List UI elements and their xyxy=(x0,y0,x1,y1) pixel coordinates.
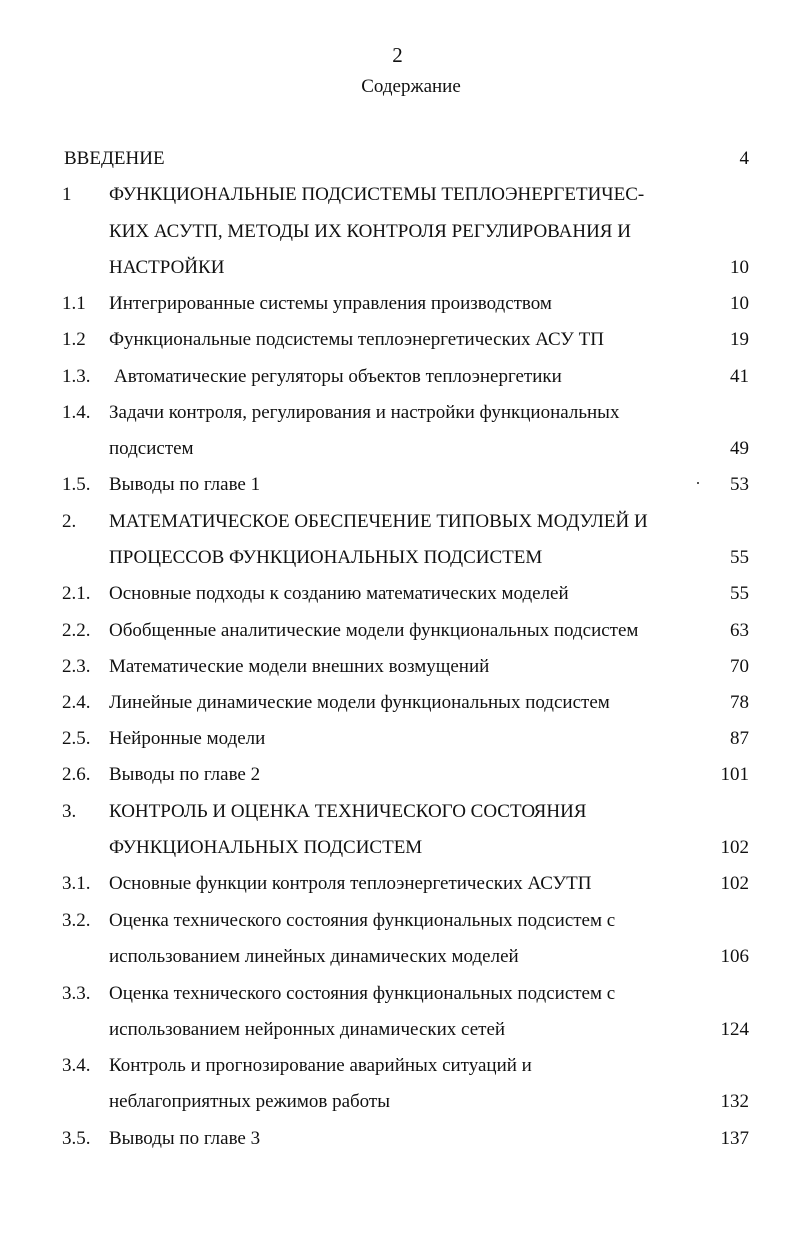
toc-entry-text: КОНТРОЛЬ И ОЦЕНКА ТЕХНИЧЕСКОГО СОСТОЯНИЯ xyxy=(109,801,587,822)
toc-entry-page: 137 xyxy=(720,1128,749,1149)
toc-line xyxy=(0,906,795,936)
toc-entry-number: 3.4. xyxy=(62,1055,91,1076)
toc-entry-text: Нейронные модели xyxy=(109,728,266,749)
toc-line xyxy=(0,797,795,827)
toc-line xyxy=(0,1051,795,1081)
toc-entry-page: 41 xyxy=(730,366,749,387)
toc-entry-number: 1.4. xyxy=(62,402,91,423)
toc-entry-page: 53 xyxy=(730,474,749,495)
toc-line xyxy=(0,470,795,500)
toc-entry-number: 2.1. xyxy=(62,583,91,604)
toc-entry-number: 2.4. xyxy=(62,692,91,713)
toc-entry-text: использованием нейронных динамических сетей xyxy=(109,1019,506,1040)
toc-entry-text: Линейные динамические модели функциональных подсистем xyxy=(109,692,610,713)
toc-line xyxy=(0,398,795,428)
toc-entry-number: 1 xyxy=(62,184,72,205)
toc-entry-page: 102 xyxy=(720,873,749,894)
toc-entry-number: 1.1 xyxy=(62,293,86,314)
toc-entry-number: 2.3. xyxy=(62,656,91,677)
toc-entry-page: 63 xyxy=(730,620,749,641)
toc-entry-text: ФУНКЦИОНАЛЬНЫХ ПОДСИСТЕМ xyxy=(109,837,423,858)
toc-entry-page: 19 xyxy=(730,329,749,350)
toc-entry-text: Обобщенные аналитические модели функциональных подсистем xyxy=(109,620,639,641)
toc-entry-page: 10 xyxy=(730,257,749,278)
toc-entry-text: использованием линейных динамических моделей xyxy=(109,946,519,967)
toc-entry-text: Основные подходы к созданию математических моделей xyxy=(109,583,569,604)
toc-line xyxy=(0,979,795,1009)
toc-entry-number: 1.2 xyxy=(62,329,86,350)
toc-entry-text: Оценка технического состояния функциональных подсистем с xyxy=(109,910,616,931)
toc-entry-page: 55 xyxy=(730,583,749,604)
toc-line xyxy=(0,616,795,646)
toc-line xyxy=(0,724,795,754)
toc-entry-page: 87 xyxy=(730,728,749,749)
toc-entry-text: Контроль и прогнозирование аварийных ситуаций и xyxy=(109,1055,532,1076)
toc-entry-page: 101 xyxy=(720,764,749,785)
toc-line xyxy=(0,434,795,464)
toc-line xyxy=(0,1087,795,1117)
toc-entry-text: Оценка технического состояния функциональных подсистем с xyxy=(109,983,616,1004)
toc-line xyxy=(0,760,795,790)
toc-entry-number: 3.1. xyxy=(62,873,91,894)
toc-line xyxy=(0,579,795,609)
scan-speck xyxy=(697,482,699,484)
toc-line xyxy=(0,543,795,573)
toc-entry-text: КИХ АСУТП, МЕТОДЫ ИХ КОНТРОЛЯ РЕГУЛИРОВАНИЯ И xyxy=(109,221,631,242)
toc-line xyxy=(0,362,795,392)
toc-entry-page: 78 xyxy=(730,692,749,713)
toc-entry-text: ФУНКЦИОНАЛЬНЫЕ ПОДСИСТЕМЫ ТЕПЛОЭНЕРГЕТИЧЕС- xyxy=(109,184,645,205)
toc-entry-page: 106 xyxy=(720,946,749,967)
toc-entry-number: 3.5. xyxy=(62,1128,91,1149)
toc-line xyxy=(0,217,795,247)
toc-entry-page: 55 xyxy=(730,547,749,568)
toc-line xyxy=(0,253,795,283)
toc-line xyxy=(0,688,795,718)
toc-entry-text: НАСТРОЙКИ xyxy=(109,257,225,278)
toc-entry-text: ПРОЦЕССОВ ФУНКЦИОНАЛЬНЫХ ПОДСИСТЕМ xyxy=(109,547,543,568)
toc-entry-text: Математические модели внешних возмущений xyxy=(109,656,490,677)
toc-entry-number: 2.6. xyxy=(62,764,91,785)
toc-entry-text: Автоматические регуляторы объектов теплоэнергетики xyxy=(114,366,562,387)
toc-line xyxy=(0,1015,795,1045)
toc-entry-text: Выводы по главе 2 xyxy=(109,764,261,785)
toc-entry-text: Задачи контроля, регулирования и настройки функциональных xyxy=(109,402,620,423)
toc-entry-page: 49 xyxy=(730,438,749,459)
toc-line xyxy=(0,942,795,972)
toc-line xyxy=(0,833,795,863)
toc-line xyxy=(0,507,795,537)
toc-entry-number: 3.2. xyxy=(62,910,91,931)
toc-line xyxy=(0,144,795,174)
toc-entry-page: 4 xyxy=(739,148,749,169)
toc-entry-text: Функциональные подсистемы теплоэнергетических АСУ ТП xyxy=(109,329,604,350)
toc-entry-page: 10 xyxy=(730,293,749,314)
toc-entry-text: Интегрированные системы управления производством xyxy=(109,293,552,314)
toc-entry-page: 70 xyxy=(730,656,749,677)
toc-line xyxy=(0,325,795,355)
toc-entry-number: 3.3. xyxy=(62,983,91,1004)
toc-entry-number: 2.2. xyxy=(62,620,91,641)
toc-entry-text: Основные функции контроля теплоэнергетических АСУТП xyxy=(109,873,592,894)
toc-entry-page: 124 xyxy=(720,1019,749,1040)
toc-entry-number: 2. xyxy=(62,511,77,532)
toc-entry-text: ВВЕДЕНИЕ xyxy=(64,148,165,169)
toc-entry-text: МАТЕМАТИЧЕСКОЕ ОБЕСПЕЧЕНИЕ ТИПОВЫХ МОДУЛЕЙ И xyxy=(109,511,648,532)
toc-line xyxy=(0,869,795,899)
page-number: 2 xyxy=(392,43,403,67)
toc-entry-number: 2.5. xyxy=(62,728,91,749)
toc-entry-text: подсистем xyxy=(109,438,194,459)
toc-entry-text: Выводы по главе 1 xyxy=(109,474,261,495)
toc-entry-text: Выводы по главе 3 xyxy=(109,1128,261,1149)
toc-entry-number: 1.5. xyxy=(62,474,91,495)
toc-entry-page: 132 xyxy=(720,1091,749,1112)
toc-line xyxy=(0,289,795,319)
toc-line xyxy=(0,1124,795,1154)
page-title: Содержание xyxy=(361,76,461,97)
toc-entry-number: 1.3. xyxy=(62,366,91,387)
toc-line xyxy=(0,180,795,210)
toc-entry-page: 102 xyxy=(720,837,749,858)
toc-line xyxy=(0,652,795,682)
toc-entry-text: неблагоприятных режимов работы xyxy=(109,1091,390,1112)
toc-entry-number: 3. xyxy=(62,801,77,822)
